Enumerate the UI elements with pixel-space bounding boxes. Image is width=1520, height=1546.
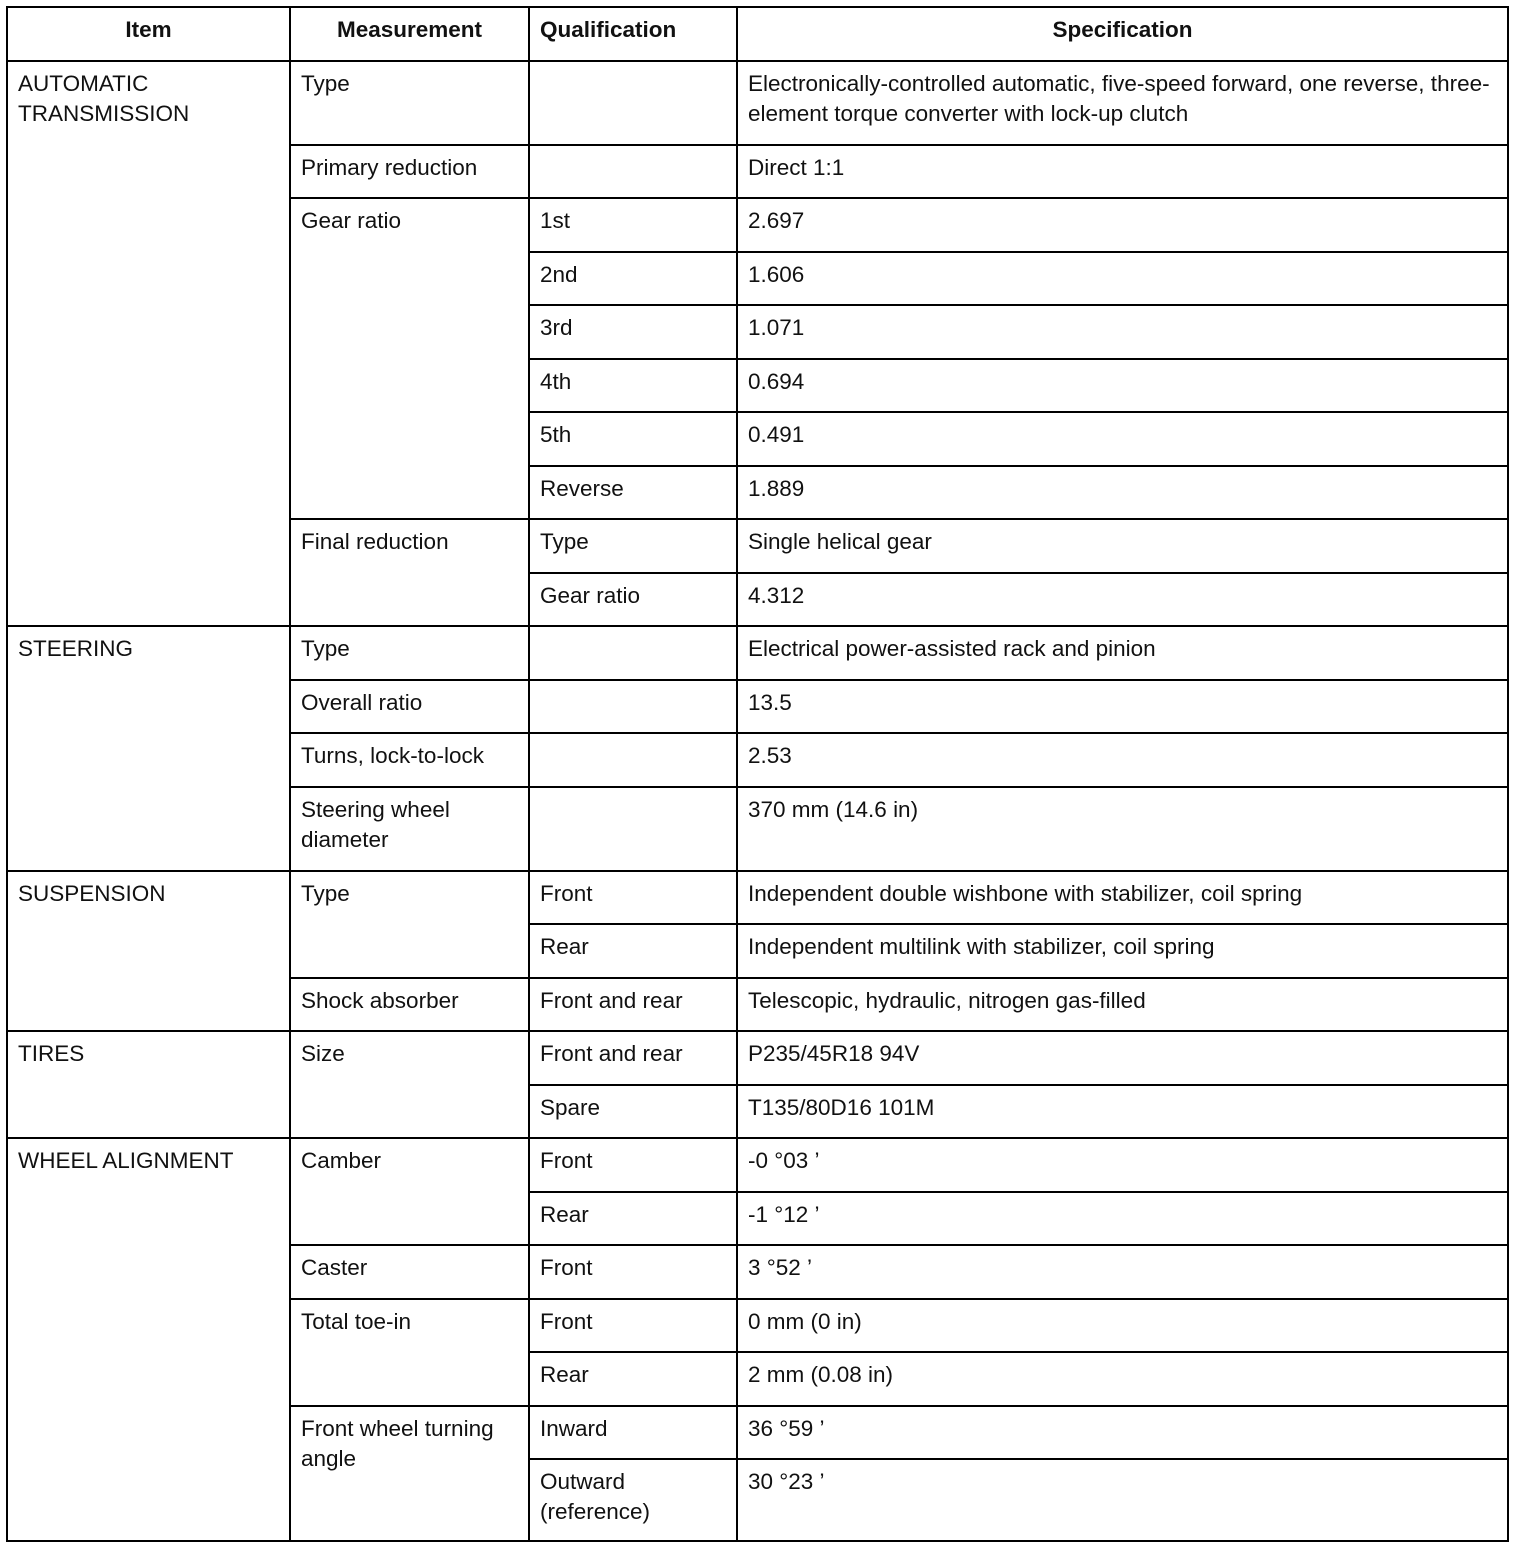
- specification-cell: Electrical power-assisted rack and pinion: [737, 626, 1508, 680]
- qualification-cell: Front and rear: [529, 1031, 737, 1085]
- qualification-cell: [529, 61, 737, 145]
- qualification-cell: Front: [529, 1138, 737, 1192]
- item-suspension: SUSPENSION: [7, 871, 290, 1032]
- specification-cell: 13.5: [737, 680, 1508, 734]
- qualification-cell: [529, 787, 737, 871]
- qualification-cell: [529, 680, 737, 734]
- specification-cell: 3 °52 ’: [737, 1245, 1508, 1299]
- specification-cell: 0.491: [737, 412, 1508, 466]
- header-item: Item: [7, 7, 290, 61]
- specification-cell: 1.889: [737, 466, 1508, 520]
- qualification-cell: 3rd: [529, 305, 737, 359]
- qualification-cell: [529, 626, 737, 680]
- qualification-cell: Rear: [529, 1192, 737, 1246]
- specification-cell: Independent double wishbone with stabilizer, coil spring: [737, 871, 1508, 925]
- qualification-cell: 5th: [529, 412, 737, 466]
- specification-cell: 30 °23 ’: [737, 1459, 1508, 1541]
- specification-cell: 2.697: [737, 198, 1508, 252]
- measurement-cell: Camber: [290, 1138, 529, 1245]
- measurement-cell: Gear ratio: [290, 198, 529, 519]
- specification-cell: 0.694: [737, 359, 1508, 413]
- qualification-cell: 2nd: [529, 252, 737, 306]
- qualification-cell: Front: [529, 871, 737, 925]
- specification-cell: 2.53: [737, 733, 1508, 787]
- item-tires: TIRES: [7, 1031, 290, 1138]
- qualification-cell: Spare: [529, 1085, 737, 1139]
- qualification-cell: Front and rear: [529, 978, 737, 1032]
- specification-cell: 0 mm (0 in): [737, 1299, 1508, 1353]
- item-automatic-transmission: AUTOMATIC TRANSMISSION: [7, 61, 290, 627]
- table-row: [7, 1031, 1508, 1085]
- table-row: [7, 1138, 1508, 1192]
- qualification-cell: Type: [529, 519, 737, 573]
- specification-cell: T135/80D16 101M: [737, 1085, 1508, 1139]
- header-measurement: Measurement: [290, 7, 529, 61]
- table-row: [7, 871, 1508, 925]
- measurement-cell: Caster: [290, 1245, 529, 1299]
- specification-cell: Electronically-controlled automatic, five-speed forward, one reverse, three-element torque converter with lock-up clutch: [737, 61, 1508, 145]
- qualification-cell: 1st: [529, 198, 737, 252]
- specification-cell: P235/45R18 94V: [737, 1031, 1508, 1085]
- measurement-cell: Primary reduction: [290, 145, 529, 199]
- specification-cell: 370 mm (14.6 in): [737, 787, 1508, 871]
- header-row: [7, 7, 1508, 61]
- specification-cell: -0 °03 ’: [737, 1138, 1508, 1192]
- qualification-cell: Inward: [529, 1406, 737, 1460]
- measurement-cell: Front wheel turning angle: [290, 1406, 529, 1542]
- qualification-cell: Front: [529, 1299, 737, 1353]
- measurement-cell: Steering wheel diameter: [290, 787, 529, 871]
- qualification-cell: Reverse: [529, 466, 737, 520]
- qualification-cell: [529, 733, 737, 787]
- specification-cell: Telescopic, hydraulic, nitrogen gas-filled: [737, 978, 1508, 1032]
- specifications-table: [6, 6, 1509, 1542]
- specification-cell: Independent multilink with stabilizer, coil spring: [737, 924, 1508, 978]
- qualification-cell: Rear: [529, 1352, 737, 1406]
- specification-cell: Single helical gear: [737, 519, 1508, 573]
- measurement-cell: Shock absorber: [290, 978, 529, 1032]
- measurement-cell: Overall ratio: [290, 680, 529, 734]
- measurement-cell: Type: [290, 626, 529, 680]
- table-row: [7, 626, 1508, 680]
- specification-cell: 2 mm (0.08 in): [737, 1352, 1508, 1406]
- specification-cell: 4.312: [737, 573, 1508, 627]
- measurement-cell: Total toe-in: [290, 1299, 529, 1406]
- header-qualification: Qualification: [529, 7, 737, 61]
- qualification-cell: [529, 145, 737, 199]
- item-wheel-alignment: WHEEL ALIGNMENT: [7, 1138, 290, 1541]
- qualification-cell: Outward (reference): [529, 1459, 737, 1541]
- header-specification: Specification: [737, 7, 1508, 61]
- specification-cell: Direct 1:1: [737, 145, 1508, 199]
- specification-cell: 1.606: [737, 252, 1508, 306]
- measurement-cell: Turns, lock-to-lock: [290, 733, 529, 787]
- qualification-cell: Gear ratio: [529, 573, 737, 627]
- qualification-cell: Front: [529, 1245, 737, 1299]
- measurement-cell: Final reduction: [290, 519, 529, 626]
- specification-cell: 1.071: [737, 305, 1508, 359]
- measurement-cell: Type: [290, 871, 529, 978]
- measurement-cell: Type: [290, 61, 529, 145]
- specification-cell: -1 °12 ’: [737, 1192, 1508, 1246]
- specification-cell: 36 °59 ’: [737, 1406, 1508, 1460]
- qualification-cell: Rear: [529, 924, 737, 978]
- item-steering: STEERING: [7, 626, 290, 871]
- measurement-cell: Size: [290, 1031, 529, 1138]
- table-row: [7, 61, 1508, 145]
- qualification-cell: 4th: [529, 359, 737, 413]
